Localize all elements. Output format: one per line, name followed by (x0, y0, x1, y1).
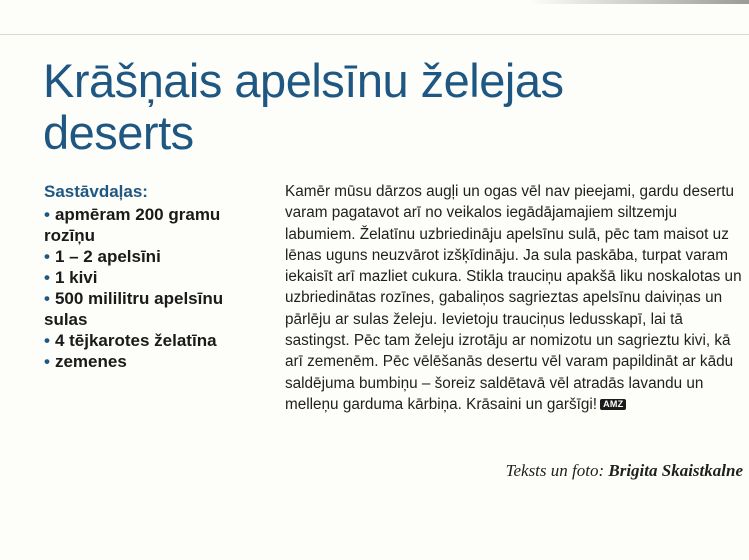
bullet-icon: • (44, 331, 50, 350)
ingredients-box (44, 181, 266, 372)
ingredient-item: • 1 kivi (44, 268, 98, 287)
bullet-icon: • (44, 352, 50, 371)
recipe-body-text: Kamēr mūsu dārzos augļi un ogas vēl nav pieejami, gardu desertu varam pagatavot arī no veikalos iegādājamajiem siltzemju labumiem. Želatīnu uzbriedināju apelsīnu sulā, pēc tam maisot uz lēnas uguns neuzvārot izšķīdināju. Ja sula paskāba, turpat varam iekaisīt arī mazliet cukura. Stikla trauciņu apakšā liku noskalotas un uzbriedinātas rozīnes, gabaliņos sagrieztas apelsīnu daiviņas un pārlēju ar sulas želeju. Ievietoju trauciņus ledusskapī, lai tā sastingst. Pēc tam želeju izrotāju ar nomizotu un sagrieztu kivi, kā arī zemenēm. Pēc vēlēšanās desertu vēl varam papildināt ar kādu saldējuma bumbiņu – šoreiz saldētavā vēl atradās lavandu un melleņu garduma kārbiņa. Krāsaini un garšīgi! (285, 183, 742, 413)
ingredient-item: • 500 mililitru apelsīnu sulas (44, 289, 224, 329)
ingredient-item: • apmēram 200 gramu rozīņu (44, 205, 221, 245)
article-title: Krāšņais apelsīnu želejas deserts (43, 54, 564, 159)
bullet-icon: • (44, 247, 50, 266)
credit-author: Brigita Skaistkalne (608, 461, 743, 480)
ingredient-item: • zemenes (44, 352, 127, 371)
bullet-icon: • (44, 268, 50, 287)
ingredient-item: • 1 – 2 apelsīni (44, 247, 161, 266)
bullet-icon: • (44, 289, 50, 308)
ingredients-list (44, 204, 266, 372)
bullet-icon: • (44, 205, 50, 224)
page-edge-shadow (529, 0, 749, 4)
ingredients-heading: Sastāvdaļas: (44, 182, 148, 201)
recipe-body (285, 181, 745, 415)
ingredient-item: • 4 tējkarotes želatīna (44, 331, 217, 350)
author-credit (506, 461, 743, 481)
top-rule (0, 0, 749, 35)
credit-prefix: Teksts un foto: (505, 461, 605, 480)
end-badge: AMZ (600, 399, 626, 410)
